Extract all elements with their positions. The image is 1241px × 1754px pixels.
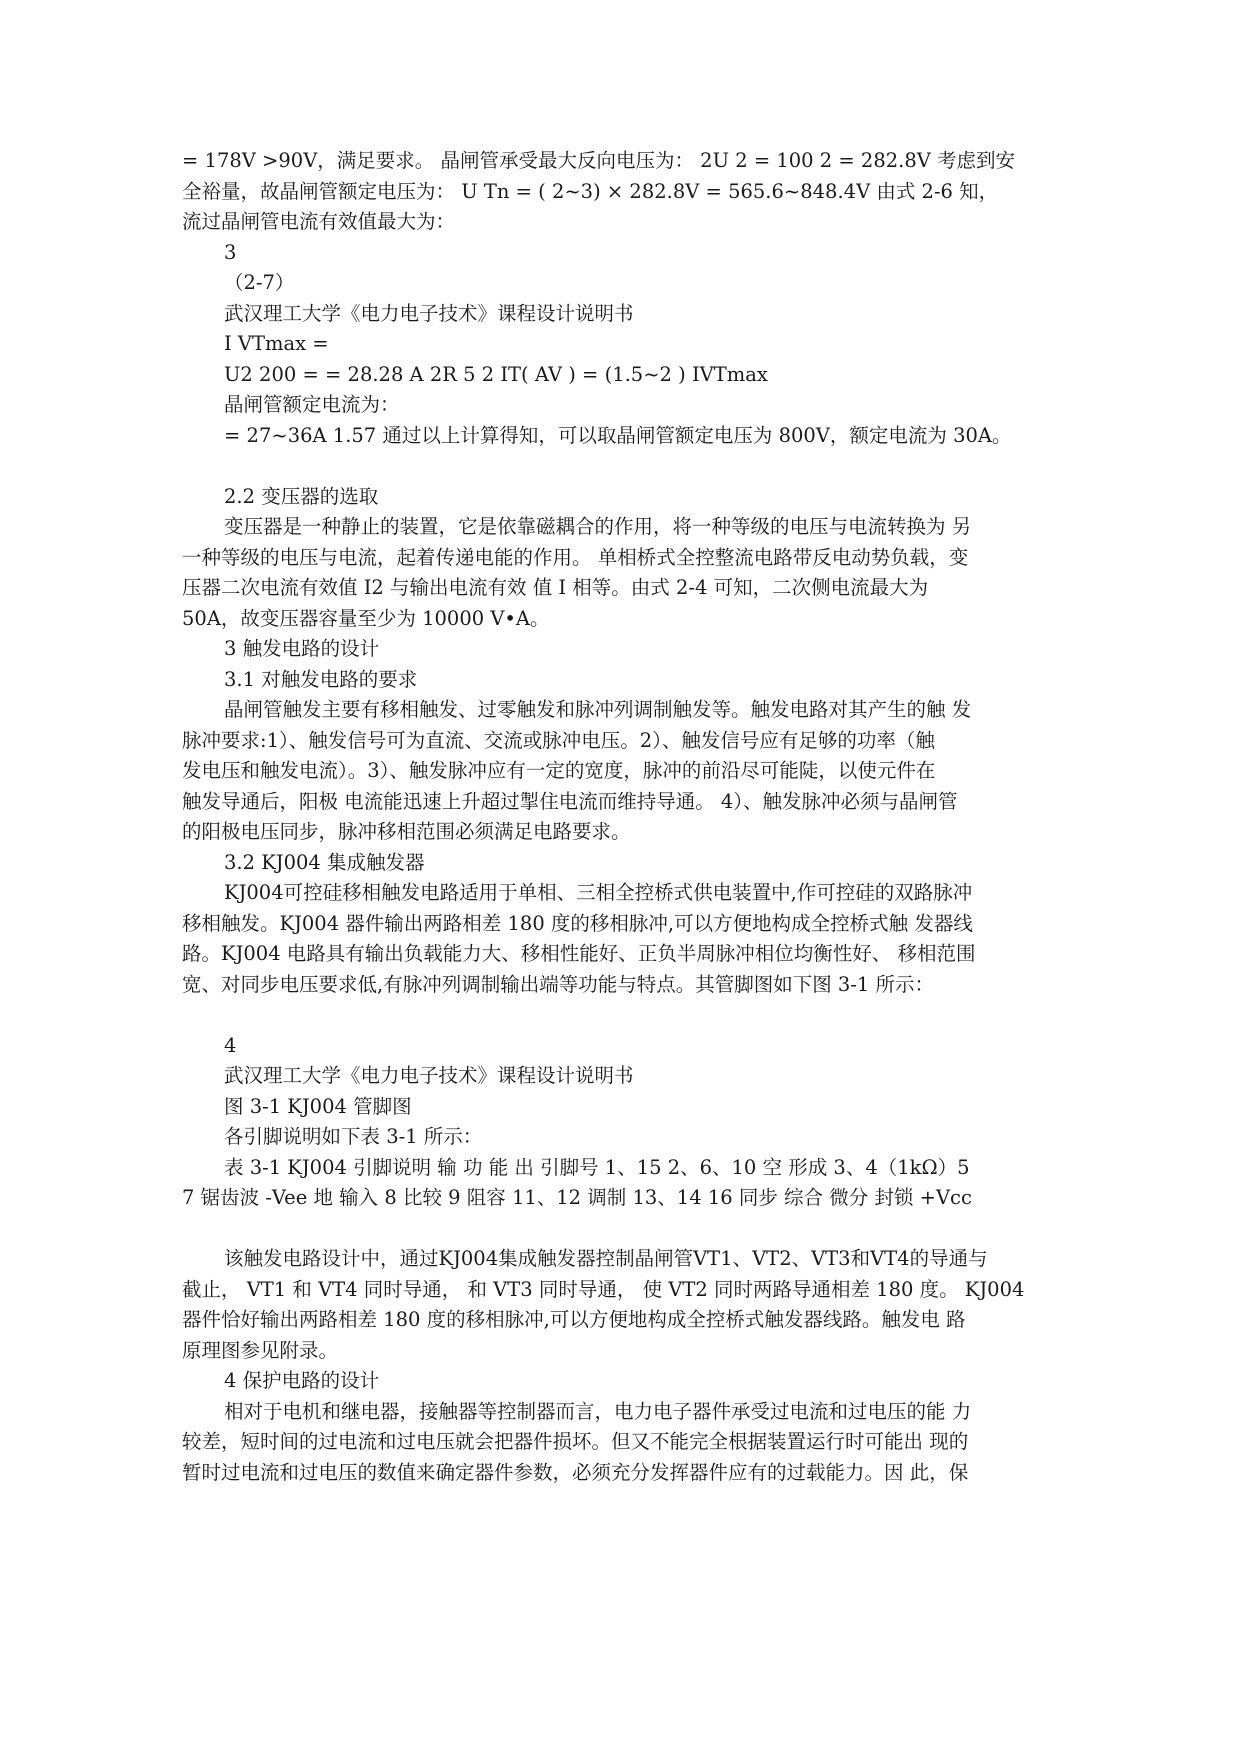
- text-line: 发电压和触发电流）。3）、触发脉冲应有一定的宽度，脉冲的前沿尽可能陡，以使元件在: [182, 759, 936, 782]
- text-line: 移相触发。KJ004 器件输出两路相差 180 度的移相脉冲,可以方便地构成全控桥式触 发器线: [182, 911, 973, 935]
- text-line: = 178V >90V，满足要求。 晶闸管承受最大反向电压为： 2U 2 = 100 2 = 282.8V 考虑到安: [182, 149, 1016, 172]
- text-line: 原理图参见附录。: [182, 1338, 339, 1362]
- text-line: 3.2 KJ004 集成触发器: [224, 850, 425, 874]
- text-line: 武汉理工大学《电力电子技术》课程设计说明书: [224, 1064, 634, 1087]
- text-line: 4: [224, 1033, 237, 1057]
- blank-line: [182, 1000, 1102, 1031]
- text-line: 触发导通后，阳极 电流能迅速上升超过掣住电流而维持导通。 4）、触发脉冲必须与晶闸管: [182, 789, 958, 813]
- text-line: 路。KJ004 电路具有输出负载能力大、移相性能好、正负半周脉冲相位均衡性好、 移相范围: [182, 942, 976, 965]
- text-line: U2 200 = = 28.28 A 2R 5 2 IT( AV ) = (1.5~2 ) IVTmax: [224, 362, 768, 386]
- text-line: 3 触发电路的设计: [224, 637, 380, 660]
- text-line: 宽、对同步电压要求低,有脉冲列调制输出端等功能与特点。其管脚图如下图 3-1 所示：: [182, 972, 934, 996]
- text-line: 晶闸管触发主要有移相触发、过零触发和脉冲列调制触发等。触发电路对其产生的触 发: [224, 698, 972, 721]
- text-line: 武汉理工大学《电力电子技术》课程设计说明书: [224, 301, 634, 325]
- blank-line: [182, 451, 1102, 482]
- text-line: 暂时过电流和过电压的数值来确定器件参数，必须充分发挥器件应有的过载能力。因 此，保: [182, 1460, 969, 1484]
- text-line: 截止， VT1 和 VT4 同时导通， 和 VT3 同时导通， 使 VT2 同时两路导通相差 180 度。 KJ004: [182, 1277, 1025, 1301]
- text-line: 7 锯齿波 -Vee 地 输入 8 比较 9 阻容 11、12 调制 13、14 16 同步 综合 微分 封锁 +Vcc: [182, 1186, 972, 1209]
- text-line: 表 3-1 KJ004 引脚说明 输 功 能 出 引脚号 1、15 2、6、10 空 形成 3、4（1kΩ）5: [224, 1155, 970, 1179]
- text-line: 器件恰好输出两路相差 180 度的移相脉冲,可以方便地构成全控桥式触发器线路。触发电 路: [182, 1308, 966, 1331]
- text-line: I VTmax =: [224, 332, 329, 355]
- text-line: = 27~36A 1.57 通过以上计算得知，可以取晶闸管额定电压为 800V，额定电流为 30A。: [224, 423, 1012, 447]
- text-line: 2.2 变压器的选取: [224, 484, 379, 508]
- text-line: 的阳极电压同步，脉冲移相范围必须满足电路要求。: [182, 820, 631, 843]
- text-line: 流过晶闸管电流有效值最大为：: [182, 210, 456, 233]
- document-page: [182, 146, 1102, 1488]
- text-line: 4 保护电路的设计: [224, 1369, 380, 1392]
- text-line: 相对于电机和继电器，接触器等控制器而言，电力电子器件承受过电流和过电压的能 力: [224, 1399, 972, 1423]
- text-line: 一种等级的电压与电流，起着传递电能的作用。 单相桥式全控整流电路带反电动势负载，变: [182, 545, 969, 569]
- text-line: 50A，故变压器容量至少为 10000 V•A。: [182, 606, 550, 630]
- text-line: 压器二次电流有效值 I2 与输出电流有效 值 I 相等。由式 2-4 可知，二次侧电流最大为: [182, 576, 929, 599]
- text-line: 3: [224, 240, 237, 264]
- text-line: KJ004可控硅移相触发电路适用于单相、三相全控桥式供电装置中,作可控硅的双路脉冲: [224, 881, 973, 904]
- text-line: 变压器是一种静止的装置，它是依靠磁耦合的作用，将一种等级的电压与电流转换为 另: [224, 515, 972, 538]
- text-line: （2-7）: [224, 271, 295, 294]
- blank-line: [182, 1214, 1102, 1245]
- text-line: 3.1 对触发电路的要求: [224, 667, 418, 691]
- text-line: 该触发电路设计中，通过KJ004集成触发器控制晶闸管VT1、VT2、VT3和VT4的导通与: [224, 1247, 988, 1270]
- text-line: 全裕量，故晶闸管额定电压为： U Tn = ( 2~3) × 282.8V = 565.6~848.4V 由式 2-6 知，: [182, 179, 999, 203]
- text-line: 较差，短时间的过电流和过电压就会把器件损坏。但又不能完全根据装置运行时可能出 现的: [182, 1430, 969, 1453]
- text-line: 各引脚说明如下表 3-1 所示：: [224, 1125, 483, 1148]
- text-line: 晶闸管额定电流为：: [224, 393, 400, 416]
- text-line: 脉冲要求:1）、触发信号可为直流、交流或脉冲电压。2）、触发信号应有足够的功率（触: [182, 728, 935, 752]
- text-line: 图 3-1 KJ004 管脚图: [224, 1094, 412, 1118]
